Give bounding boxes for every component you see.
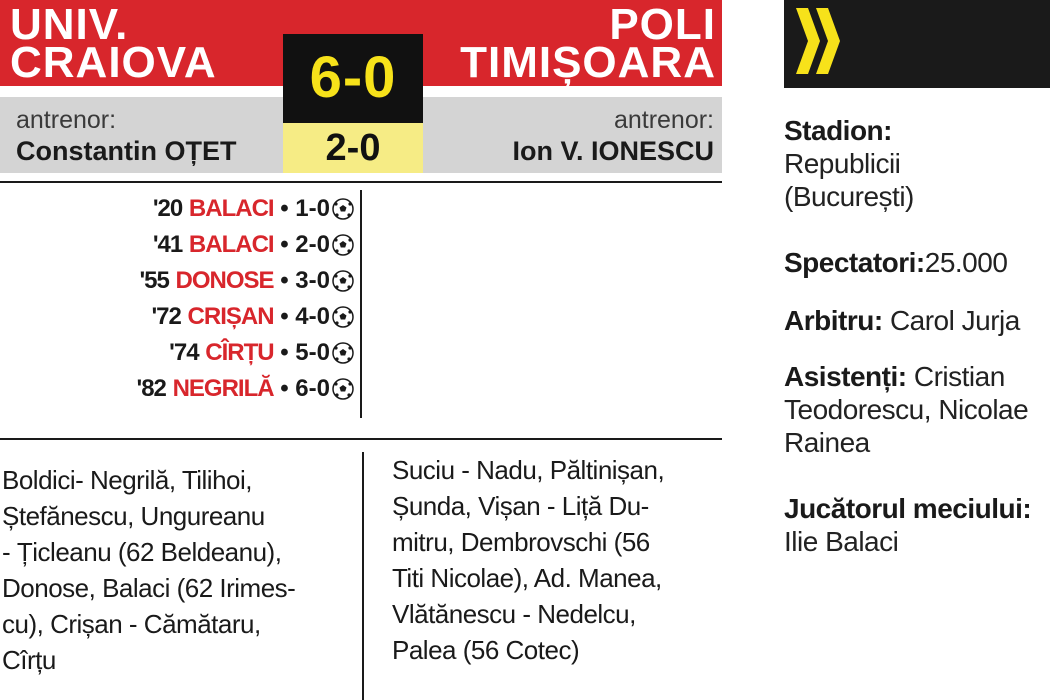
soccer-ball-icon xyxy=(332,340,354,362)
assistants-value-line1: Cristian xyxy=(913,361,1005,392)
goal-scorer: NEGRILĂ xyxy=(172,375,274,402)
home-lineup-line: Boldici- Negrilă, Tilihoi, xyxy=(2,465,252,495)
goal-scorer: BALACI xyxy=(188,231,274,258)
halftime-score: 2-0 xyxy=(325,127,381,169)
referee-label: Arbitru: xyxy=(784,305,883,336)
away-lineup xyxy=(392,452,712,668)
goal-result: • 6-0 xyxy=(280,375,330,402)
goal-scorer: BALACI xyxy=(188,195,274,222)
goal-minute: '82 xyxy=(136,375,166,402)
home-team-line2: CRAIOVA xyxy=(10,38,217,87)
spectators-label: Spectatori: xyxy=(784,247,925,278)
mom-value: Ilie Balaci xyxy=(784,526,899,557)
home-team-line1: UNIV. xyxy=(10,0,129,49)
away-lineup-line: Șunda, Vișan - Liță Du- xyxy=(392,491,649,521)
soccer-ball-icon xyxy=(332,268,354,290)
spectators-info xyxy=(784,246,1050,279)
goal-scorer: DONOSE xyxy=(175,267,274,294)
home-lineup-line: cu), Crișan - Cămătaru, xyxy=(2,609,261,639)
stadium-info xyxy=(784,114,1050,213)
away-team-line1: POLI xyxy=(609,0,716,49)
goal-result: • 2-0 xyxy=(280,231,330,258)
spectators-value: 25.000 xyxy=(924,247,1008,278)
away-lineup-line: Suciu - Nadu, Păltinișan, xyxy=(392,455,665,485)
goal-row xyxy=(60,300,354,334)
double-chevron-icon xyxy=(796,8,842,74)
assistants-info xyxy=(784,360,1050,459)
home-lineup-line: - Țicleanu (62 Beldeanu), xyxy=(2,537,282,567)
goal-minute: '41 xyxy=(152,231,183,258)
away-team-line2: TIMIȘOARA xyxy=(460,38,716,87)
soccer-ball-icon xyxy=(332,196,354,218)
soccer-ball-icon xyxy=(332,376,354,398)
referee-value: Carol Jurja xyxy=(889,305,1020,336)
assistants-label: Asistenți: xyxy=(784,361,907,392)
goal-minute: '55 xyxy=(139,267,169,294)
goal-result: • 4-0 xyxy=(280,303,330,330)
goal-minute: '72 xyxy=(151,303,181,330)
away-team-name xyxy=(452,0,716,87)
assistants-value-line3: Rainea xyxy=(784,427,870,458)
home-team-name xyxy=(10,0,217,87)
home-coach-label: antrenor: xyxy=(16,106,117,134)
goal-minute: '20 xyxy=(152,195,183,222)
goal-row xyxy=(60,192,354,226)
man-of-match-info xyxy=(784,492,1050,558)
home-lineup xyxy=(2,462,347,678)
away-coach-name: Ion V. IONESCU xyxy=(512,136,714,166)
goal-row xyxy=(60,336,354,370)
goal-scorer: CÎRȚU xyxy=(205,339,274,366)
assistants-value-line2: Teodorescu, Nicolae xyxy=(784,394,1029,425)
goal-row xyxy=(60,228,354,262)
soccer-ball-icon xyxy=(332,304,354,326)
goal-scorer: CRIȘAN xyxy=(187,303,274,330)
home-lineup-line: Donose, Balaci (62 Irimes- xyxy=(2,573,296,603)
goal-result: • 5-0 xyxy=(280,339,330,366)
away-lineup-line: Titi Nicolae), Ad. Manea, xyxy=(392,563,662,593)
home-lineup-line: Ștefănescu, Ungureanu xyxy=(2,501,265,531)
goal-row xyxy=(60,264,354,298)
mom-label: Jucătorul meciului: xyxy=(784,493,1032,524)
divider-top xyxy=(0,181,722,183)
goals-divider xyxy=(360,190,362,418)
goal-result: • 3-0 xyxy=(280,267,330,294)
away-lineup-line: mitru, Dembrovschi (56 xyxy=(392,527,650,557)
final-score: 6-0 xyxy=(309,45,397,110)
away-coach-label: antrenor: xyxy=(613,106,714,134)
goal-row xyxy=(60,372,354,406)
stadium-value-line2: (București) xyxy=(784,181,914,212)
away-lineup-line: Palea (56 Cotec) xyxy=(392,635,580,665)
away-lineup-line: Vlătănescu - Nedelcu, xyxy=(392,599,636,629)
divider-lineups xyxy=(0,438,722,440)
lineups-divider xyxy=(362,452,364,700)
goal-minute: '74 xyxy=(169,339,199,366)
referee-info xyxy=(784,304,1050,337)
home-lineup-line: Cîrțu xyxy=(2,645,56,675)
stadium-label: Stadion: xyxy=(784,115,892,146)
home-coach-name: Constantin OȚET xyxy=(16,136,237,166)
soccer-ball-icon xyxy=(332,232,354,254)
stadium-value-line1: Republicii xyxy=(784,148,901,179)
goal-result: • 1-0 xyxy=(280,195,330,222)
